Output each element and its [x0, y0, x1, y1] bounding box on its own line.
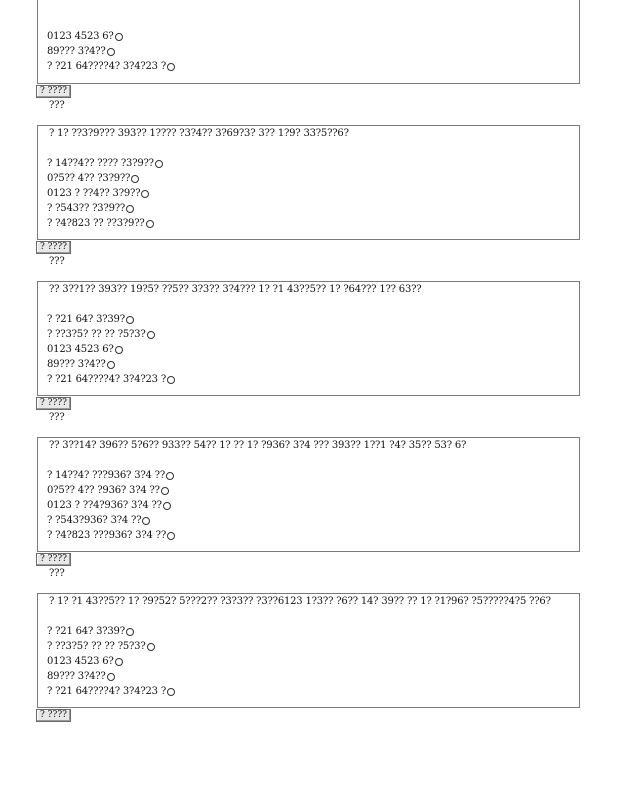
radio-button[interactable] [107, 48, 115, 56]
option-label: ? ?4?823 ?? ??3?9?? [47, 218, 145, 229]
submit-button[interactable]: ? ???? [36, 85, 71, 98]
option-label: ? 14??4? ???936? 3?4 ?? [47, 470, 165, 481]
question-text: ?? 3??14? 396?? 5?6?? 933?? 54?? 1? ?? 1? ?936? 3?4 ??? 393?? 1??1 ?4? 35?? 53? 6? [49, 440, 467, 451]
submit-button[interactable]: ? ???? [36, 553, 71, 566]
radio-button[interactable] [131, 175, 139, 183]
answer-option[interactable] [47, 44, 175, 59]
radio-button[interactable] [115, 346, 123, 354]
option-label: ? ?543?? ?3?9?? [47, 203, 126, 214]
quiz-question-2 [37, 125, 580, 240]
radio-button[interactable] [142, 517, 150, 525]
answer-option[interactable] [47, 327, 175, 342]
answer-option[interactable] [47, 372, 175, 387]
answer-option[interactable] [47, 483, 175, 498]
answer-option[interactable] [47, 201, 163, 216]
answer-options [47, 468, 175, 543]
answer-options [47, 29, 175, 74]
answer-option[interactable] [47, 468, 175, 483]
radio-button[interactable] [126, 628, 134, 636]
option-label: ? ??3?5? ?? ?? ?5?3? [47, 641, 146, 652]
answer-options [47, 312, 175, 387]
option-label: 0?5?? 4?? ?3?9?? [47, 173, 131, 184]
radio-button[interactable] [107, 361, 115, 369]
option-label: ? ??3?5? ?? ?? ?5?3? [47, 329, 146, 340]
answer-option[interactable] [47, 357, 175, 372]
option-label: 0?5?? 4?? ?936? 3?4 ?? [47, 485, 160, 496]
radio-button[interactable] [147, 643, 155, 651]
answer-option[interactable] [47, 684, 175, 699]
radio-button[interactable] [167, 688, 175, 696]
option-label: ? ?21 64????4? 3?4?23 ? [47, 374, 166, 385]
option-label: ? ?21 64? 3?39? [47, 626, 125, 637]
radio-button[interactable] [126, 316, 134, 324]
answer-option[interactable] [47, 669, 175, 684]
option-label: 0123 4523 6? [47, 344, 114, 355]
result-text: ??? [49, 256, 65, 267]
option-label: ? ?21 64????4? 3?4?23 ? [47, 686, 166, 697]
answer-option[interactable] [47, 513, 175, 528]
answer-option[interactable] [47, 216, 163, 231]
option-label: ? ?4?823 ???936? 3?4 ?? [47, 530, 166, 541]
radio-button[interactable] [155, 160, 163, 168]
radio-button[interactable] [167, 532, 175, 540]
result-text: ??? [49, 100, 65, 111]
option-label: ? ?543?936? 3?4 ?? [47, 515, 142, 526]
answer-option[interactable] [47, 624, 175, 639]
quiz-question-5 [37, 593, 580, 708]
option-label: ? 14??4?? ???? ?3?9?? [47, 158, 154, 169]
radio-button[interactable] [146, 220, 154, 228]
option-label: 89??? 3?4?? [47, 359, 106, 370]
radio-button[interactable] [107, 673, 115, 681]
answer-option[interactable] [47, 639, 175, 654]
question-text: ?? 3??1?? 393?? 19?5? ??5?? 3?3?? 3?4??? 1? ?1 43??5?? 1? ?64??? 1?? 63?? [49, 284, 422, 295]
submit-button[interactable]: ? ???? [36, 709, 71, 722]
option-label: ? ?21 64????4? 3?4?23 ? [47, 61, 166, 72]
radio-button[interactable] [147, 331, 155, 339]
answer-option[interactable] [47, 654, 175, 669]
answer-option[interactable] [47, 29, 175, 44]
radio-button[interactable] [163, 502, 171, 510]
answer-option[interactable] [47, 156, 163, 171]
answer-options [47, 156, 163, 231]
submit-button[interactable]: ? ???? [36, 241, 71, 254]
quiz-question-1 [37, 0, 580, 84]
radio-button[interactable] [115, 658, 123, 666]
answer-option[interactable] [47, 312, 175, 327]
quiz-question-3 [37, 281, 580, 396]
answer-option[interactable] [47, 342, 175, 357]
answer-option[interactable] [47, 171, 163, 186]
answer-option[interactable] [47, 186, 163, 201]
option-label: 0123 ? ??4?936? 3?4 ?? [47, 500, 162, 511]
option-label: ? ?21 64? 3?39? [47, 314, 125, 325]
question-text: ? 1? ??3?9??? 393?? 1???? ?3?4?? 3?69?3? 3?? 1?9? 33?5??6? [49, 128, 349, 139]
option-label: 0123 4523 6? [47, 31, 114, 42]
radio-button[interactable] [167, 376, 175, 384]
option-label: 89??? 3?4?? [47, 671, 106, 682]
answer-option[interactable] [47, 59, 175, 74]
option-label: 0123 4523 6? [47, 656, 114, 667]
radio-button[interactable] [141, 190, 149, 198]
option-label: 0123 ? ??4?? 3?9?? [47, 188, 141, 199]
radio-button[interactable] [166, 472, 174, 480]
result-text: ??? [49, 568, 65, 579]
answer-option[interactable] [47, 528, 175, 543]
result-text: ??? [49, 412, 65, 423]
submit-button[interactable]: ? ???? [36, 397, 71, 410]
radio-button[interactable] [126, 205, 134, 213]
radio-button[interactable] [115, 33, 123, 41]
question-text: ? 1? ?1 43??5?? 1? ?9?52? 5???2?? ?3?3?? ?3??6123 1?3?? ?6?? 14? 39?? ?? 1? ?1?96? ?5?????4?5 ??6? [49, 596, 551, 607]
answer-option[interactable] [47, 498, 175, 513]
radio-button[interactable] [167, 63, 175, 71]
option-label: 89??? 3?4?? [47, 46, 106, 57]
quiz-question-4 [37, 437, 580, 552]
radio-button[interactable] [161, 487, 169, 495]
answer-options [47, 624, 175, 699]
